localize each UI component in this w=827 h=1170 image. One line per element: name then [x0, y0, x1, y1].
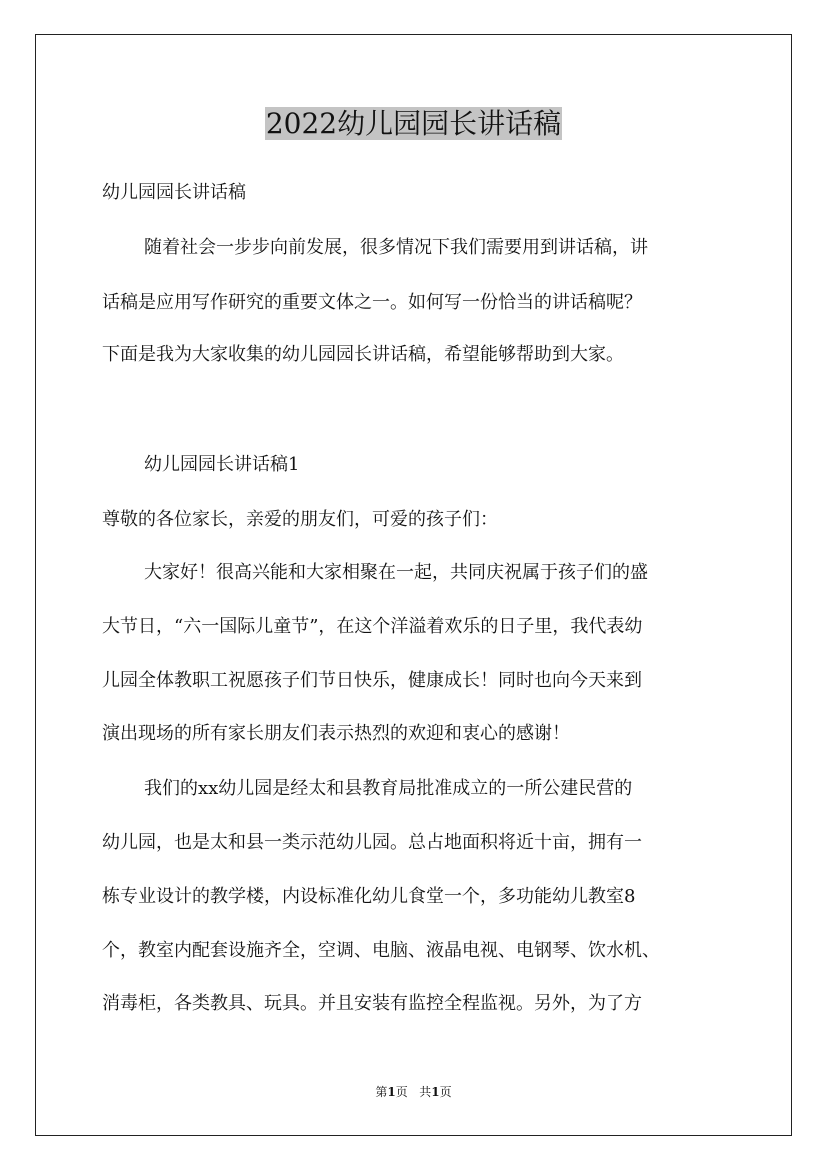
para2-line-5: 消毒柜，各类教具、玩具。并且安装有监控全程监视。另外，为了方: [102, 993, 642, 1014]
para2-line-2: 幼儿园，也是太和县一类示范幼儿园。总占地面积将近十亩，拥有一: [102, 832, 642, 853]
para2-line-3: 栋专业设计的教学楼，内设标准化幼儿食堂一个，多功能幼儿教室8: [102, 886, 636, 907]
section-heading: 幼儿园园长讲话稿1: [144, 454, 300, 475]
para2-line-4: 个，教室内配套设施齐全，空调、电脑、液晶电视、电钢琴、饮水机、: [102, 940, 660, 961]
footer-total-number: 1: [431, 1085, 440, 1099]
page-footer: [0, 1083, 827, 1101]
para1-line-3: 儿园全体教职工祝愿孩子们节日快乐，健康成长！同时也向今天来到: [102, 670, 642, 691]
document-subtitle: 幼儿园园长讲话稿: [102, 182, 246, 203]
intro-line-1: 随着社会一步步向前发展，很多情况下我们需要用到讲话稿，讲: [144, 237, 648, 258]
para1-line-4: 演出现场的所有家长朋友们表示热烈的欢迎和衷心的感谢！: [102, 723, 570, 744]
salutation: 尊敬的各位家长，亲爱的朋友们，可爱的孩子们：: [102, 509, 498, 530]
para1-line-2: 大节日，“六一国际儿童节”，在这个洋溢着欢乐的日子里，我代表幼: [102, 616, 643, 637]
footer-total-suffix: 页: [439, 1085, 452, 1099]
intro-line-2: 话稿是应用写作研究的重要文体之一。如何写一份恰当的讲话稿呢？: [102, 292, 642, 313]
para2-line-1: 我们的xx幼儿园是经太和县教育局批准成立的一所公建民营的: [144, 778, 633, 799]
footer-page-number: 1: [387, 1085, 396, 1099]
footer-page-prefix: 第: [375, 1085, 388, 1099]
para1-line-1: 大家好！很高兴能和大家相聚在一起，共同庆祝属于孩子们的盛: [144, 562, 648, 583]
footer-total-prefix: 共: [419, 1085, 432, 1099]
document-title: [0, 104, 827, 144]
intro-line-3: 下面是我为大家收集的幼儿园园长讲话稿，希望能够帮助到大家。: [102, 344, 624, 365]
document-title-text: 2022幼儿园园长讲话稿: [265, 107, 562, 140]
footer-page-suffix: 页: [395, 1085, 408, 1099]
